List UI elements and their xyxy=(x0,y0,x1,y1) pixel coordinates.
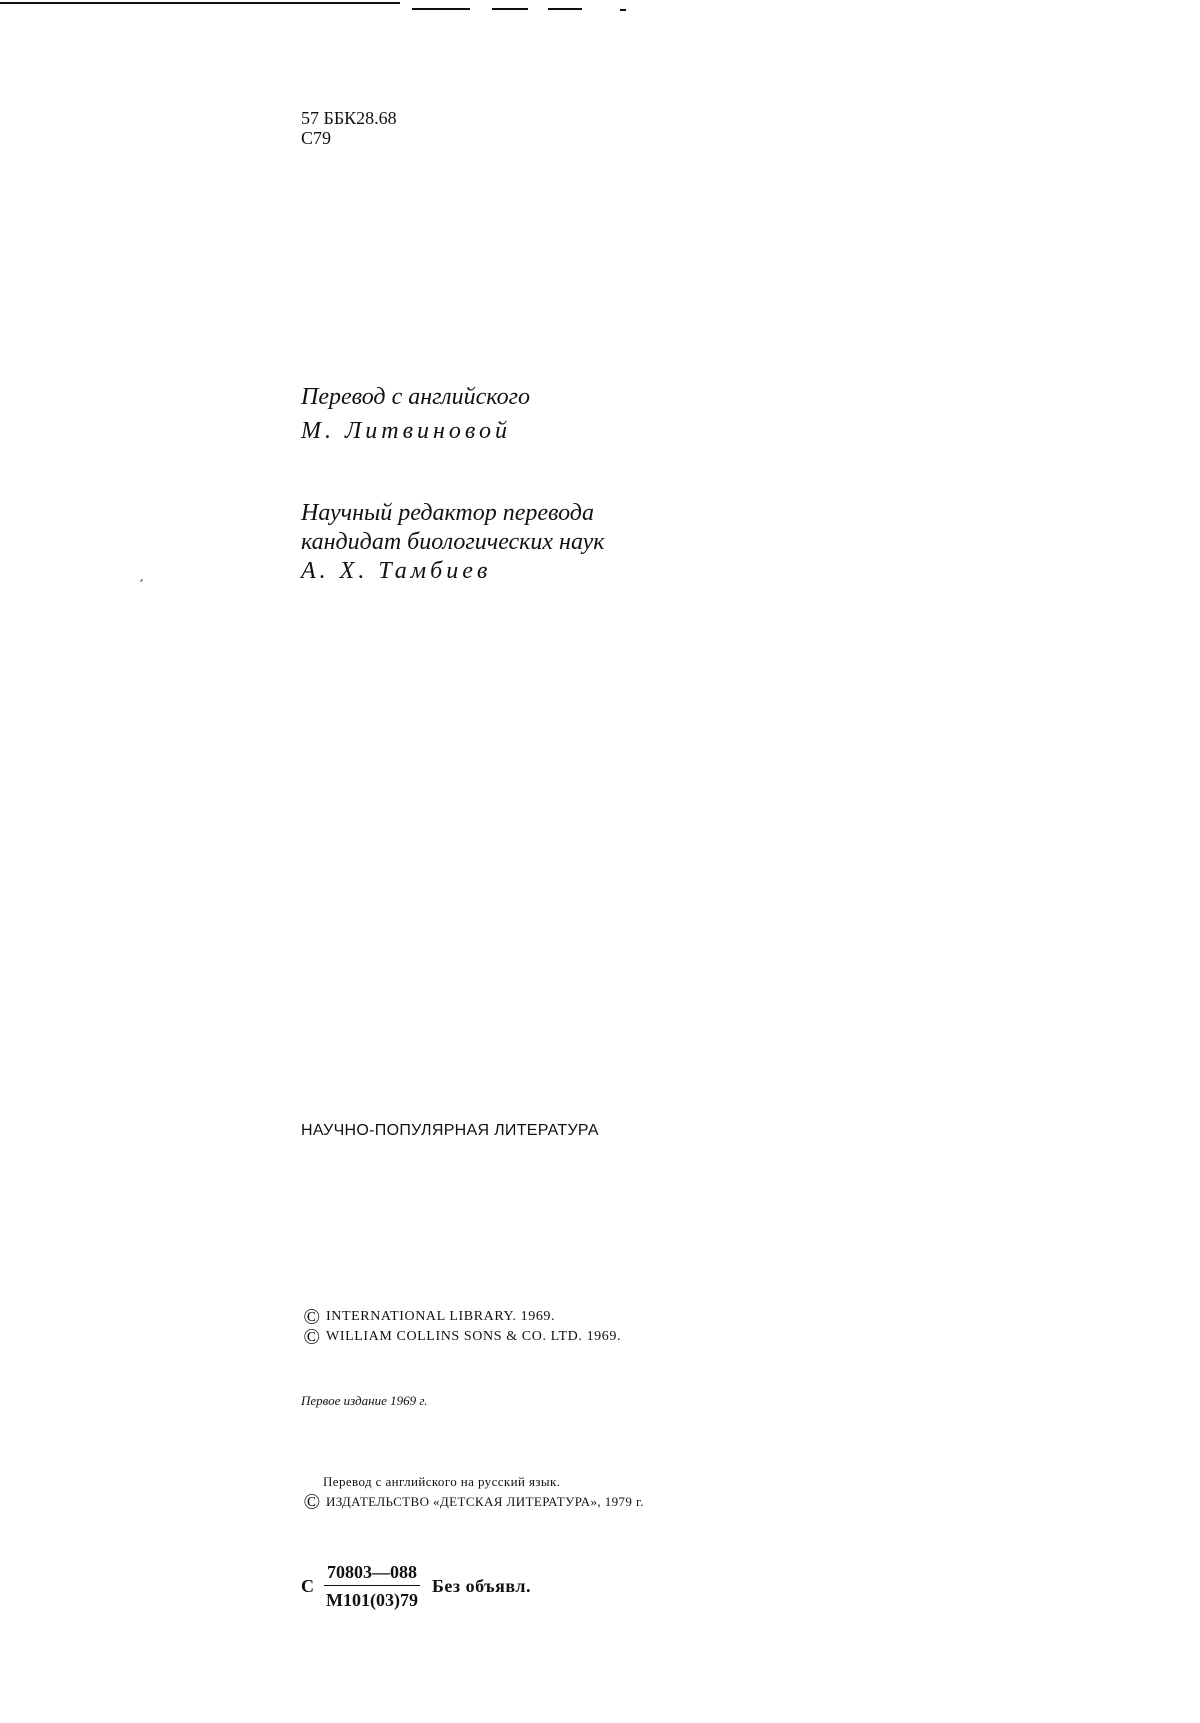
index-code xyxy=(301,1562,531,1611)
top-rule-5 xyxy=(620,9,626,11)
translation-note: Перевод с английского на русский язык. xyxy=(323,1474,561,1489)
editor-degree: кандидат биологических наук xyxy=(301,529,605,555)
copyright-line xyxy=(301,1324,622,1349)
series-title: НАУЧНО-ПОПУЛЯРНАЯ ЛИТЕРАТУРА xyxy=(301,1122,599,1139)
copyright-line xyxy=(301,1304,621,1329)
publisher-name: ИЗДАТЕЛЬСТВО «ДЕТСКАЯ ЛИТЕРАТУРА», 1979 г. xyxy=(326,1494,644,1509)
translation-credit xyxy=(301,380,530,448)
index-numerator: 70803—088 xyxy=(326,1562,417,1582)
catalog-code-line: 57 ББК28.68 xyxy=(301,108,397,128)
catalog-codes xyxy=(301,108,397,148)
catalog-author-mark: С79 xyxy=(301,128,332,148)
editor-role: Научный редактор перевода xyxy=(301,500,594,526)
copyright-icon: © xyxy=(303,1489,321,1514)
copyright-block xyxy=(301,1304,622,1349)
publisher-copyright-line xyxy=(301,1489,644,1514)
copyright-icon: © xyxy=(303,1324,321,1349)
scan-mark xyxy=(140,579,143,582)
index-denominator: М101(03)79 xyxy=(324,1585,420,1611)
top-rule-2 xyxy=(412,8,470,10)
first-edition-note: Первое издание 1969 г. xyxy=(301,1393,428,1408)
index-letter: С xyxy=(301,1576,314,1596)
translation-label: Перевод с английского xyxy=(301,384,530,410)
copyright-icon: © xyxy=(303,1304,321,1329)
index-note: Без объявл. xyxy=(431,1576,531,1596)
top-rule-4 xyxy=(548,8,582,10)
publisher-block xyxy=(301,1472,644,1512)
copyright-text: WILLIAM COLLINS SONS & CO. LTD. 1969. xyxy=(326,1329,622,1344)
editor-credit xyxy=(301,499,605,586)
index-fraction xyxy=(324,1562,420,1611)
editor-name: А. Х. Тамбиев xyxy=(301,558,492,584)
copyright-text: INTERNATIONAL LIBRARY. 1969. xyxy=(326,1309,556,1324)
top-rule-3 xyxy=(492,8,528,10)
top-rule-1 xyxy=(0,2,400,4)
translator-name: М. Литвиновой xyxy=(301,418,512,444)
